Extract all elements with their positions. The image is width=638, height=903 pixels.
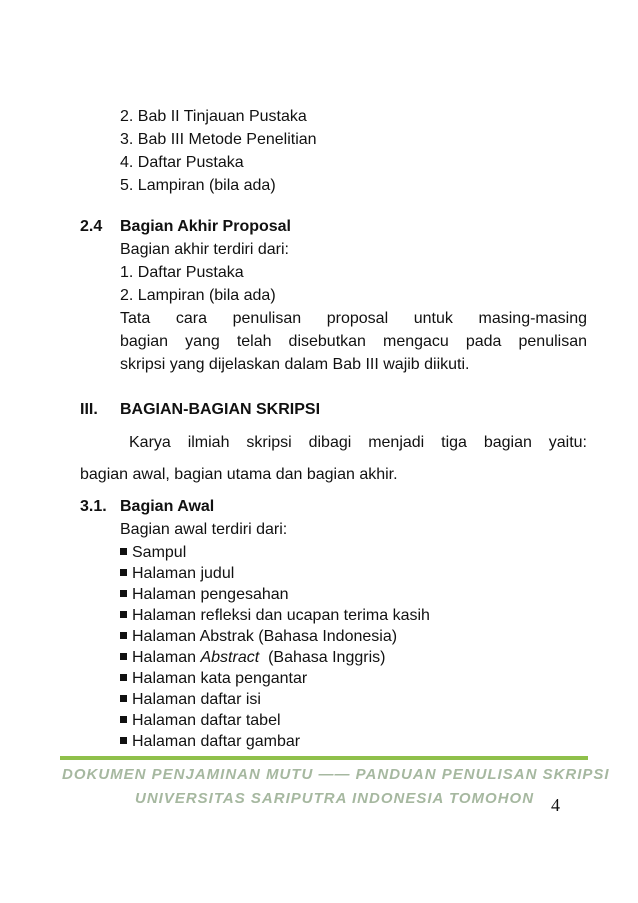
- list-item: 3. Bab III Metode Penelitian: [120, 131, 317, 148]
- list-item: Sampul: [120, 544, 186, 562]
- list-item: Halaman judul: [120, 565, 234, 583]
- list-item: Halaman daftar isi: [120, 691, 261, 709]
- bullet-icon: [120, 569, 127, 576]
- list-item: 4. Daftar Pustaka: [120, 154, 244, 171]
- paragraph-line: bagian yang telah disebutkan mengacu pada penulisan: [120, 333, 587, 350]
- list-item: 2. Bab II Tinjauan Pustaka: [120, 108, 307, 125]
- list-item: Halaman pengesahan: [120, 586, 289, 604]
- section-intro: Bagian akhir terdiri dari:: [120, 241, 289, 258]
- list-item: Halaman daftar tabel: [120, 712, 281, 730]
- footer-divider: [60, 756, 588, 760]
- bullet-icon: [120, 548, 127, 555]
- bullet-icon: [120, 632, 127, 639]
- section-title: Bagian Akhir Proposal: [120, 218, 291, 235]
- paragraph-line: Tata cara penulisan proposal untuk masing-masing: [120, 310, 587, 327]
- footer-document-title: DOKUMEN PENJAMINAN MUTU —— PANDUAN PENULISAN SKRIPSI: [62, 766, 610, 783]
- list-item: 2. Lampiran (bila ada): [120, 287, 276, 304]
- page-number: 4: [551, 795, 560, 815]
- paragraph-line: bagian awal, bagian utama dan bagian akhir.: [80, 466, 398, 483]
- list-item: Halaman refleksi dan ucapan terima kasih: [120, 607, 430, 625]
- chapter-title: BAGIAN-BAGIAN SKRIPSI: [120, 401, 321, 418]
- paragraph-line: Karya ilmiah skripsi dibagi menjadi tiga bagian yaitu:: [129, 434, 587, 451]
- bullet-icon: [120, 611, 127, 618]
- section-number: 3.1.: [80, 498, 107, 515]
- list-item: Halaman kata pengantar: [120, 670, 307, 688]
- section-number: 2.4: [80, 218, 103, 235]
- list-item: Halaman Abstrak (Bahasa Indonesia): [120, 628, 397, 646]
- bullet-icon: [120, 737, 127, 744]
- section-title: Bagian Awal: [120, 498, 215, 515]
- bullet-icon: [120, 590, 127, 597]
- chapter-number: III.: [80, 401, 98, 418]
- list-item: 1. Daftar Pustaka: [120, 264, 244, 281]
- section-intro: Bagian awal terdiri dari:: [120, 521, 288, 538]
- footer-institution: UNIVERSITAS SARIPUTRA INDONESIA TOMOHON: [135, 790, 535, 807]
- bullet-icon: [120, 674, 127, 681]
- list-item: Halaman daftar gambar: [120, 733, 300, 751]
- bullet-icon: [120, 653, 127, 660]
- bullet-icon: [120, 695, 127, 702]
- list-item: 5. Lampiran (bila ada): [120, 177, 276, 194]
- bullet-icon: [120, 716, 127, 723]
- paragraph-line: skripsi yang dijelaskan dalam Bab III wajib diikuti.: [120, 356, 470, 373]
- list-item: Halaman Abstract (Bahasa Inggris): [120, 649, 385, 667]
